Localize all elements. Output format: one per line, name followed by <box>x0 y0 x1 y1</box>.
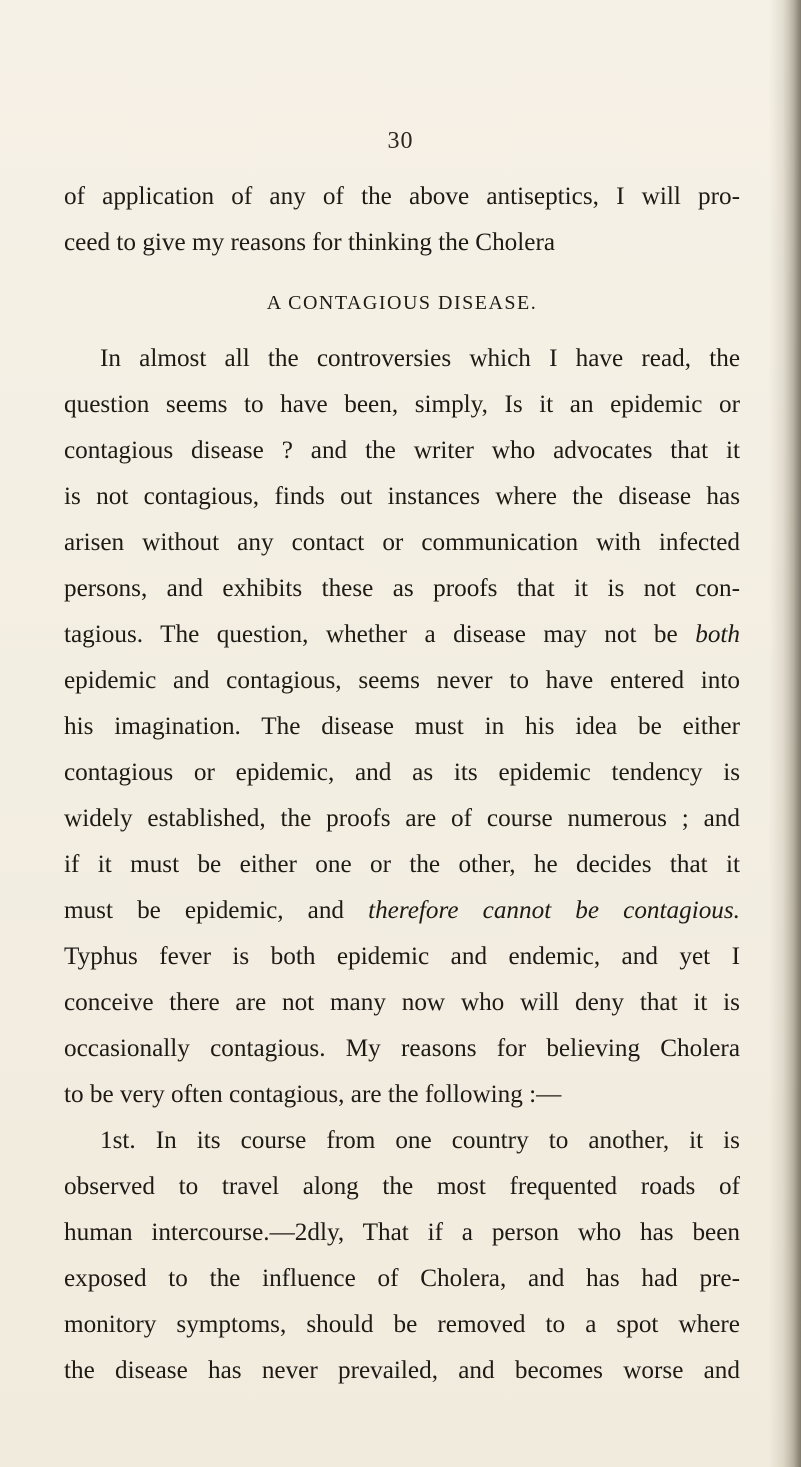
italic-text: both <box>695 621 740 648</box>
text-line: is not contagious, finds out instances where the disease has <box>64 483 740 510</box>
text-run: must be epidemic, and <box>64 897 369 924</box>
text-line: question seems to have been, simply, Is it an epidemic or <box>64 391 740 418</box>
section-heading: A CONTAGIOUS DISEASE. <box>266 292 538 314</box>
text-line: exposed to the influence of Cholera, and has had pre- <box>64 1265 740 1292</box>
text-line: persons, and exhibits these as proofs that it is not con- <box>64 575 740 602</box>
text-run: tagious. The question, whether a disease may not be <box>64 621 696 648</box>
text-line <box>64 888 740 934</box>
text-line: monitory symptoms, should be removed to a spot where <box>64 1311 740 1338</box>
text-line <box>64 612 740 658</box>
text-line: if it must be either one or the other, he decides that it <box>64 851 740 878</box>
page-number: 30 <box>387 128 414 154</box>
page-body-text <box>64 174 740 1394</box>
text-line: contagious disease ? and the writer who advocates that it <box>64 437 740 464</box>
text-line: to be very often contagious, are the following :— <box>64 1081 562 1108</box>
text-line: occasionally contagious. My reasons for believing Cholera <box>64 1035 740 1062</box>
text-line: observed to travel along the most frequented roads of <box>64 1173 740 1200</box>
text-line: the disease has never prevailed, and becomes worse and <box>64 1357 740 1384</box>
text-line: conceive there are not many now who will deny that it is <box>64 989 740 1016</box>
text-line: contagious or epidemic, and as its epidemic tendency is <box>64 759 740 786</box>
text-line: arisen without any contact or communication with infected <box>64 529 740 556</box>
text-line: widely established, the proofs are of course numerous ; and <box>64 805 740 832</box>
text-line: his imagination. The disease must in his idea be either <box>64 713 740 740</box>
text-line: 1st. In its course from one country to another, it is <box>100 1127 740 1154</box>
text-line: Typhus fever is both epidemic and endemic, and yet I <box>64 943 740 970</box>
text-line: epidemic and contagious, seems never to have entered into <box>64 667 740 694</box>
text-line: In almost all the controversies which I have read, the <box>100 345 740 372</box>
text-line: human intercourse.—2dly, That if a person who has been <box>64 1219 740 1246</box>
text-line: of application of any of the above antiseptics, I will pro- <box>64 183 740 210</box>
text-line: ceed to give my reasons for thinking the Cholera <box>64 229 556 256</box>
italic-text: therefore cannot be contagious. <box>368 897 740 924</box>
page-edge-shadow <box>783 0 801 1467</box>
